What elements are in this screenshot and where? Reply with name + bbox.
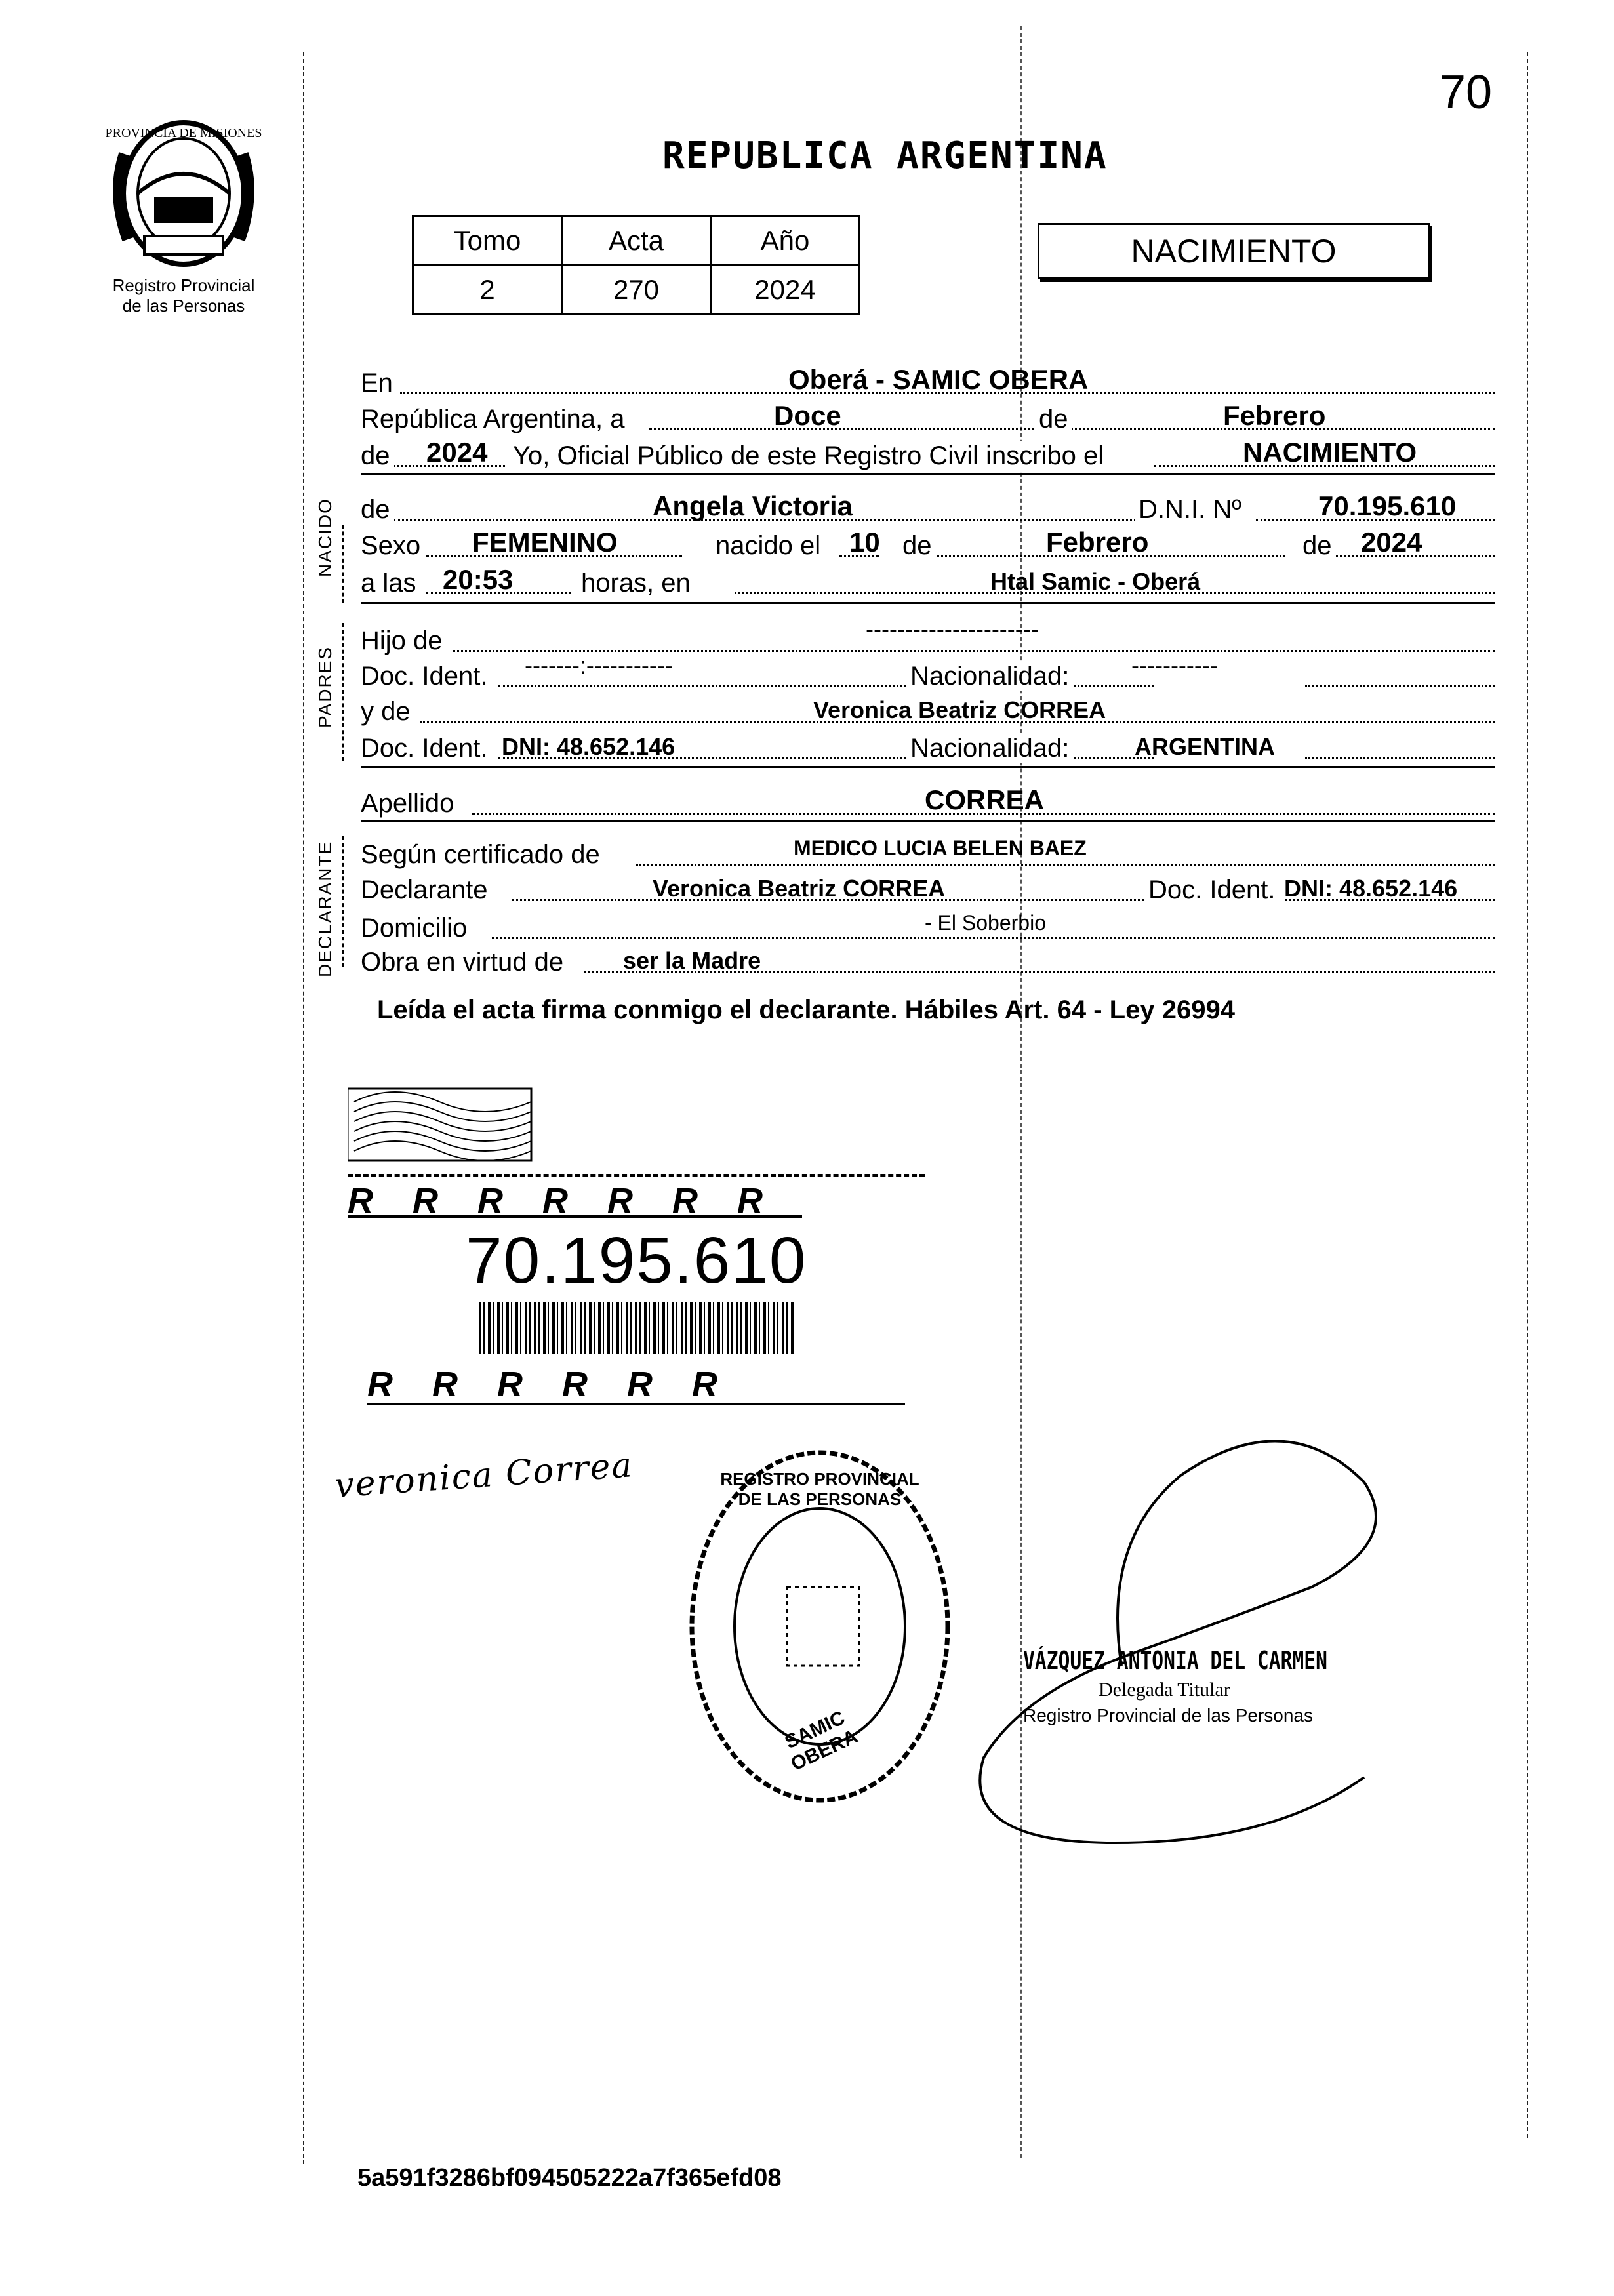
sticker-pattern-bottom: RRRRRR xyxy=(367,1364,905,1405)
row-domicilio xyxy=(361,910,1495,944)
value-nacido-dia: 10 xyxy=(849,527,880,557)
value-padre: ---------------------- xyxy=(866,615,1039,642)
sticker-dashed-top xyxy=(348,1174,925,1177)
label-nacido-el: nacido el xyxy=(712,531,824,561)
logo-line1: Registro Provincial xyxy=(112,275,255,295)
page-title: REPUBLICA ARGENTINA xyxy=(662,134,1108,177)
value-lugar-nacimiento: Htal Samic - Oberá xyxy=(990,568,1201,595)
rule-3 xyxy=(361,766,1495,768)
label-doc-declarante: Doc. Ident. xyxy=(1144,876,1279,905)
rule-2 xyxy=(361,602,1495,604)
label-de-mes: de xyxy=(1036,405,1072,434)
label-hijo-de: Hijo de xyxy=(361,626,447,656)
hologram-icon xyxy=(348,1076,544,1174)
row-y-de xyxy=(361,694,1495,728)
value-obra: ser la Madre xyxy=(623,947,761,974)
row-fecha-inscripcion xyxy=(361,401,1495,435)
official-name: VÁZQUEZ ANTONIA DEL CARMEN xyxy=(1023,1646,1327,1675)
label-de-nombre: de xyxy=(361,495,394,525)
left-margin-line xyxy=(303,52,304,2164)
value-certificado: MEDICO LUCIA BELEN BAEZ xyxy=(794,836,1087,860)
page-number: 70 xyxy=(1440,66,1493,119)
label-en: En xyxy=(361,369,397,398)
official-title: Delegada Titular xyxy=(1099,1679,1230,1701)
label-nac-padre: Nacionalidad: xyxy=(906,662,1073,691)
value-doc-declarante: DNI: 48.652.146 xyxy=(1284,875,1458,902)
record-type-box xyxy=(1038,223,1430,279)
label-republica: República Argentina, a xyxy=(361,405,629,434)
round-seal-bottom: SAMIC OBERA xyxy=(781,1706,862,1775)
label-nacido-de: de xyxy=(898,531,936,561)
row-nombre xyxy=(361,492,1495,526)
official-stamp xyxy=(1023,1646,1364,1726)
row-hora xyxy=(361,565,1495,599)
side-label-declarante: DECLARANTE xyxy=(315,840,335,977)
sticker-pattern-top: RRRRRRR xyxy=(348,1181,802,1220)
declarante-bracket xyxy=(342,836,344,967)
right-margin-line xyxy=(1527,52,1528,2138)
nacido-bracket xyxy=(342,525,344,603)
value-declarante: Veronica Beatriz CORREA xyxy=(653,875,946,902)
rule-1 xyxy=(361,473,1495,475)
value-dia: Doce xyxy=(774,400,841,431)
label-sexo: Sexo xyxy=(361,531,424,561)
table-header-tomo: Tomo xyxy=(413,216,562,266)
value-anio: 2024 xyxy=(426,437,488,468)
label-doc-padre: Doc. Ident. xyxy=(361,662,491,691)
value-inscribo: NACIMIENTO xyxy=(1243,437,1417,468)
record-table xyxy=(412,215,860,315)
side-label-nacido: NACIDO xyxy=(315,498,335,577)
record-type: NACIMIENTO xyxy=(1131,233,1337,270)
value-doc-madre: DNI: 48.652.146 xyxy=(502,733,676,760)
table-value-tomo: 2 xyxy=(413,266,562,315)
row-doc-madre xyxy=(361,731,1495,765)
row-en xyxy=(361,365,1495,399)
row-certificado xyxy=(361,837,1495,871)
value-domicilio: - El Soberbio xyxy=(925,911,1046,935)
table-header-anio: Año xyxy=(711,216,860,266)
label-nac-madre: Nacionalidad: xyxy=(906,734,1073,763)
row-obra xyxy=(361,944,1495,978)
label-certificado: Según certificado de xyxy=(361,840,604,870)
row-sexo xyxy=(361,528,1495,562)
value-lugar-inscripcion: Oberá - SAMIC OBERA xyxy=(788,364,1089,395)
round-seal xyxy=(682,1443,958,1810)
label-y-de: y de xyxy=(361,697,414,727)
label-domicilio: Domicilio xyxy=(361,914,471,943)
value-apellido: CORREA xyxy=(925,784,1045,815)
official-org: Registro Provincial de las Personas xyxy=(1023,1705,1313,1725)
value-sexo: FEMENINO xyxy=(472,527,618,557)
label-a-las: a las xyxy=(361,569,420,598)
value-madre: Veronica Beatriz CORREA xyxy=(813,696,1106,723)
value-hora: 20:53 xyxy=(443,564,514,595)
label-oficial: Yo, Oficial Público de este Registro Civil inscribo el xyxy=(513,441,1108,471)
sticker-number: 70.195.610 xyxy=(466,1224,807,1297)
document-hash: 5a591f3286bf094505222a7f365efd08 xyxy=(357,2164,782,2192)
label-nacido-de2: de xyxy=(1299,531,1336,561)
value-doc-padre: -------:----------- xyxy=(525,652,673,679)
id-sticker xyxy=(348,1076,938,1403)
declarant-signature: veronica Correa xyxy=(333,1445,635,1506)
logo-line2: de las Personas xyxy=(122,296,245,315)
label-apellido: Apellido xyxy=(361,789,458,818)
label-horas-en: horas, en xyxy=(577,569,695,598)
side-label-padres: PADRES xyxy=(315,645,335,728)
row-apellido xyxy=(361,786,1495,820)
padres-bracket xyxy=(342,623,344,761)
label-de-anio: de xyxy=(361,441,394,471)
table-header-acta: Acta xyxy=(562,216,711,266)
value-mes: Febrero xyxy=(1223,400,1326,431)
value-nac-madre: ARGENTINA xyxy=(1135,733,1275,760)
table-value-anio: 2024 xyxy=(711,266,860,315)
barcode xyxy=(479,1302,794,1354)
value-nac-padre: ----------- xyxy=(1131,652,1218,679)
row-oficial xyxy=(361,438,1495,472)
registry-logo xyxy=(98,115,269,316)
closing-statement: Leída el acta firma conmigo el declarante. Hábiles Art. 64 - Ley 26994 xyxy=(377,996,1235,1024)
value-nombre: Angela Victoria xyxy=(653,491,853,521)
label-dni: D.N.I. Nº xyxy=(1135,495,1245,525)
round-seal-text: REGISTRO PROVINCIAL DE LAS PERSONAS xyxy=(720,1469,919,1509)
rule-4 xyxy=(361,820,1495,822)
label-doc-madre: Doc. Ident. xyxy=(361,734,491,763)
official-signature-stroke xyxy=(944,1390,1403,1849)
value-nacido-anio: 2024 xyxy=(1361,527,1422,557)
province-emblem-icon xyxy=(98,115,269,272)
svg-text:PROVINCIA DE MISIONES: PROVINCIA DE MISIONES xyxy=(105,126,262,140)
value-nacido-mes: Febrero xyxy=(1046,527,1149,557)
row-doc-padre xyxy=(361,652,1495,693)
label-obra: Obra en virtud de xyxy=(361,948,567,977)
row-declarante xyxy=(361,872,1495,906)
table-value-acta: 270 xyxy=(562,266,711,315)
value-dni: 70.195.610 xyxy=(1318,491,1457,521)
label-declarante: Declarante xyxy=(361,876,491,905)
